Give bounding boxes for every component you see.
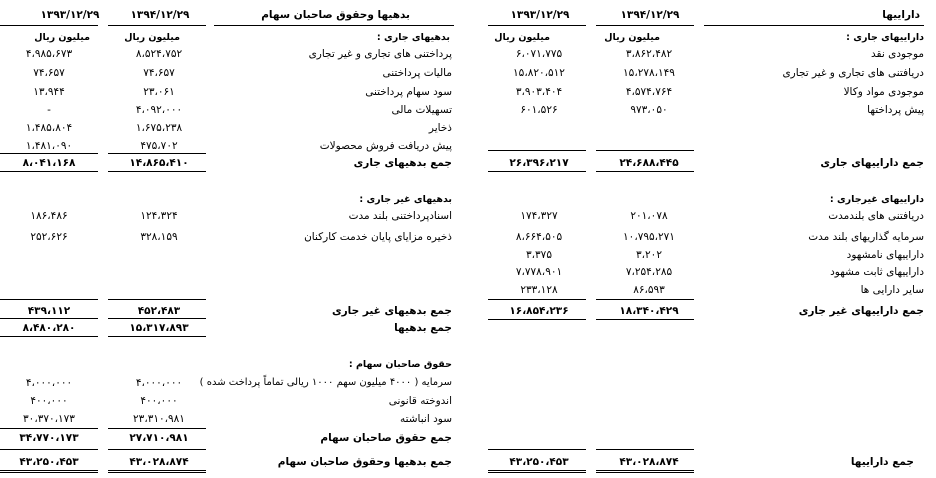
asset-row-label: سایر دارایی ها [860,284,924,296]
rule [108,171,206,172]
assets-current-total-current: ۲۴،۶۸۸،۴۴۵ [619,157,679,169]
liab-row-label: ذخایر [428,122,452,134]
assets-prior-year-header: ۱۳۹۳/۱۲/۲۹ [510,9,570,21]
rule [596,319,694,320]
asset-row-label: موجودی مواد وکالا [843,86,924,98]
asset-row-current: ۳،۲۰۲ [636,249,662,261]
liab-prior-year-header: ۱۳۹۳/۱۲/۲۹ [40,9,100,21]
rule [704,25,924,26]
rule [108,428,206,429]
liab-title: بدهیها وحقوق صاحبان سهام [261,9,410,21]
rule [108,449,206,450]
liab-row-current: ۲۳،۰۶۱ [143,86,175,98]
equity-row-current: ۲۳،۳۱۰،۹۸۱ [133,413,185,425]
equity-total-prior: ۳۴،۷۷۰،۱۷۳ [19,432,79,444]
asset-row-label: داراییهای نامشهود [846,249,924,261]
assets-current-total-label: جمع داراییهای جاری [820,157,924,169]
liab-row-prior: ۱۳،۹۴۴ [33,86,65,98]
equity-row-current: ۴۰۰،۰۰۰ [140,395,178,407]
liab-row-current: ۴۷۵،۷۰۲ [140,140,178,152]
unit-label: میلیون ریال [494,32,550,43]
liab-noncurrent-total-prior: ۴۳۹،۱۱۲ [27,305,71,317]
liab-row-label: سود سهام پرداختنی [365,86,452,98]
assets-noncurrent-total-label: جمع داراییهای غیر جاری [798,305,924,317]
equity-total-label: جمع حقوق صاحبان سهام [320,432,452,444]
rule [0,171,98,172]
rule [108,153,206,154]
assets-title: داراییها [882,9,920,21]
liab-row-current: ۴،۰۹۲،۰۰۰ [135,104,183,116]
rule [108,336,206,337]
equity-row-prior: ۴،۰۰۰،۰۰۰ [25,377,73,389]
assets-noncurrent-total-current: ۱۸،۳۴۰،۴۲۹ [619,305,679,317]
asset-row-current: ۱۰،۷۹۵،۲۷۱ [623,231,675,243]
liab-current-total-prior: ۸،۰۴۱،۱۶۸ [22,157,76,169]
rule [108,299,206,300]
liab-row-label: اسنادپرداختنی بلند مدت [348,210,452,222]
liab-row-current: ۱۲۴،۳۲۴ [140,210,178,222]
liab-row-prior: ۱،۴۸۱،۰۹۰ [25,140,73,152]
rule [488,299,586,300]
asset-row-prior: ۳،۹۰۳،۴۰۴ [515,86,563,98]
rule [0,25,98,26]
rule [108,318,206,319]
asset-row-prior: ۳،۳۷۵ [526,249,552,261]
asset-row-prior: ۱۷۴،۳۲۷ [520,210,558,222]
liab-total-current: ۱۵،۳۱۷،۸۹۳ [129,322,189,334]
asset-row-prior: ۸،۶۶۴،۵۰۵ [515,231,563,243]
assets-noncurrent-section: داراییهای غیرجاری : [829,194,924,205]
equity-row-prior: ۴۰۰،۰۰۰ [30,395,68,407]
asset-row-current: ۱۵،۲۷۸،۱۴۹ [623,67,675,79]
liab-noncurrent-total-current: ۴۵۲،۴۸۳ [137,305,181,317]
liab-row-label: پرداختنی های تجاری و غیر تجاری [308,48,452,60]
assets-current-year-header: ۱۳۹۴/۱۲/۲۹ [620,9,680,21]
asset-row-current: ۷،۲۵۴،۲۸۵ [625,266,673,278]
rule [488,150,586,151]
liab-equity-grand-total-label: جمع بدهیها وحقوق صاحبان سهام [277,456,452,468]
assets-grand-total-label: جمع داراییها [850,456,914,468]
liab-noncurrent-total-label: جمع بدهیهای غیر جاری [332,305,452,317]
rule [596,449,694,450]
rule [0,153,98,154]
liab-current-section: بدهیهای جاری : [376,32,450,43]
equity-row-current: ۴،۰۰۰،۰۰۰ [135,377,183,389]
assets-grand-total-current: ۴۳،۰۲۸،۸۷۴ [619,456,679,468]
liab-row-current: ۳۲۸،۱۵۹ [140,231,178,243]
rule [596,150,694,151]
liab-current-year-header: ۱۳۹۴/۱۲/۲۹ [130,9,190,21]
asset-row-current: ۹۷۳،۰۵۰ [630,104,668,116]
equity-total-current: ۲۷،۷۱۰،۹۸۱ [129,432,189,444]
unit-label: میلیون ریال [124,32,180,43]
rule [0,449,98,450]
assets-current-section: داراییهای جاری : [846,32,924,43]
asset-row-prior: ۱۵،۸۲۰،۵۱۲ [513,67,565,79]
asset-row-prior: ۶،۰۷۱،۷۷۵ [515,48,563,60]
rule [488,319,586,320]
liab-row-label: پیش دریافت فروش محصولات [319,140,452,152]
asset-row-current: ۸۶،۵۹۳ [633,284,665,296]
rule [0,428,98,429]
asset-row-label: دریافتنی های تجاری و غیر تجاری [782,67,924,79]
liab-row-prior: ۲۵۲،۶۲۶ [30,231,68,243]
equity-section: حقوق صاحبان سهام : [348,359,452,370]
equity-row-label: اندوخته قانونی [388,395,452,407]
asset-row-label: موجودی نقد [871,48,924,60]
assets-noncurrent-total-prior: ۱۶،۸۵۴،۲۳۶ [509,305,569,317]
rule [488,25,586,26]
liab-current-total-current: ۱۴،۸۶۵،۴۱۰ [129,157,189,169]
liab-row-prior: - [47,104,51,116]
asset-row-current: ۳،۸۶۲،۴۸۲ [625,48,673,60]
asset-row-label: پیش پرداختها [867,104,924,116]
asset-row-prior: ۶۰۱،۵۲۶ [520,104,558,116]
asset-row-label: داراییهای ثابت مشهود [830,266,924,278]
double-rule [108,470,206,473]
double-rule [596,470,694,473]
rule [214,25,454,26]
liab-row-label: ذخیره مزایای پایان خدمت کارکنان [304,231,452,243]
equity-row-prior: ۳۰،۳۷۰،۱۷۳ [23,413,75,425]
liab-row-prior: ۱،۴۸۵،۸۰۴ [25,122,73,134]
liab-row-prior: ۷۴،۶۵۷ [33,67,65,79]
liab-row-prior: ۴،۹۸۵،۶۷۳ [25,48,73,60]
rule [488,449,586,450]
liab-total-label: جمع بدهیها [394,322,452,334]
asset-row-current: ۲۰۱،۰۷۸ [630,210,668,222]
liab-total-prior: ۸،۴۸۰،۲۸۰ [22,322,76,334]
rule [0,318,98,319]
liab-row-current: ۸،۵۲۴،۷۵۲ [135,48,183,60]
rule [596,25,694,26]
assets-current-total-prior: ۲۶،۳۹۶،۲۱۷ [509,157,569,169]
double-rule [0,470,98,473]
rule [108,25,206,26]
liab-row-label: تسهیلات مالی [391,104,452,116]
liab-equity-grand-total-current: ۴۳،۰۲۸،۸۷۴ [129,456,189,468]
assets-grand-total-prior: ۴۳،۲۵۰،۴۵۳ [509,456,569,468]
asset-row-current: ۴،۵۷۴،۷۶۴ [625,86,673,98]
liab-row-prior: ۱۸۶،۴۸۶ [30,210,68,222]
asset-row-prior: ۷،۷۷۸،۹۰۱ [515,266,563,278]
equity-row-label: سود انباشته [399,413,452,425]
double-rule [488,470,586,473]
asset-row-prior: ۲۳۳،۱۲۸ [520,284,558,296]
liab-row-current: ۷۴،۶۵۷ [143,67,175,79]
unit-label: میلیون ریال [604,32,660,43]
rule [0,336,98,337]
rule [488,171,586,172]
liab-equity-grand-total-prior: ۴۳،۲۵۰،۴۵۳ [19,456,79,468]
asset-row-label: دریافتنی های بلندمدت [828,210,924,222]
liab-row-current: ۱،۶۷۵،۲۳۸ [135,122,183,134]
liab-noncurrent-section: بدهیهای غیر جاری : [359,194,452,205]
liab-current-total-label: جمع بدهیهای جاری [353,157,452,169]
rule [0,299,98,300]
asset-row-label: سرمایه گذاریهای بلند مدت [808,231,924,243]
equity-row-label: سرمایه ( ۴۰۰۰ میلیون سهم ۱۰۰۰ ریالی تماماً پرداخت شده ) [199,377,452,388]
liab-row-label: مالیات پرداختنی [382,67,452,79]
unit-label: میلیون ریال [34,32,90,43]
rule [596,299,694,300]
rule [596,171,694,172]
